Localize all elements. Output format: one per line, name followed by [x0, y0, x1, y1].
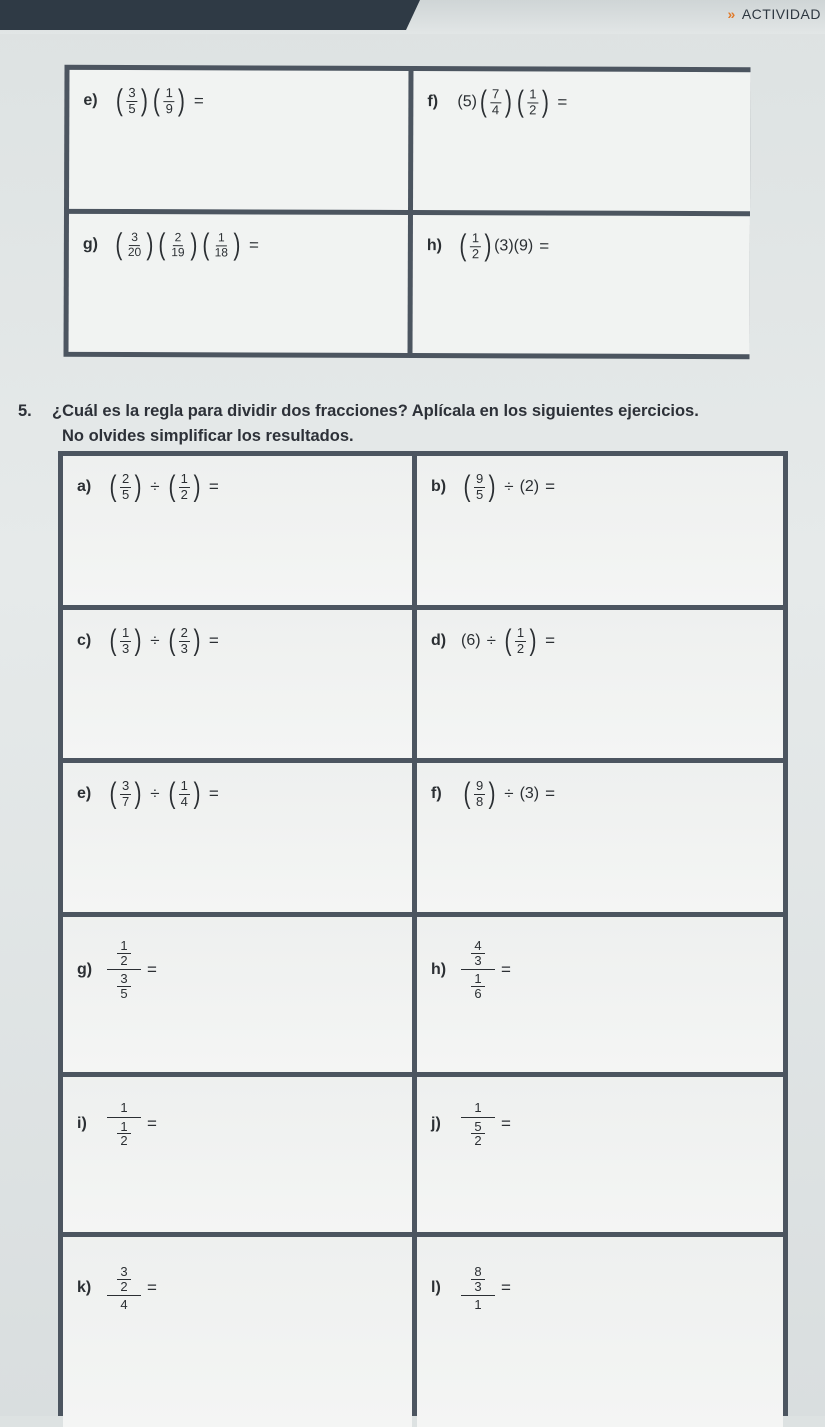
exercise-j: j) 1 5 2 =	[431, 1100, 511, 1149]
exercise-cell-j[interactable]	[417, 1077, 783, 1232]
exercise-label: j)	[431, 1115, 441, 1133]
exercise-g2: g) 1 2 3 5 =	[77, 938, 157, 1001]
exercise-label: c)	[77, 632, 92, 649]
exercise-f2: f) ( $\frac{9}{8}$ ) ÷ (3) =	[431, 777, 556, 810]
exercise-d: d) (6) ÷ ( $\frac{1}{2}$ ) =	[431, 624, 556, 657]
exercise-cell-e[interactable]	[69, 70, 408, 210]
banner-stripe	[0, 0, 420, 30]
exercise-label: e)	[77, 785, 92, 802]
exercise-label: e)	[83, 91, 98, 109]
complex-fraction: 3 2 4	[107, 1265, 141, 1312]
exercise-label: k)	[77, 1279, 92, 1297]
question-5-note: No olvides simplificar los resultados.	[62, 427, 354, 445]
exercise-cell-h[interactable]	[413, 215, 750, 354]
exercise-h: h) ( $\frac{1}{2}$ ) (3) (9) =	[426, 229, 550, 263]
complex-fraction: 1 2 3 5	[107, 939, 141, 1001]
exercise-cell-e2[interactable]	[63, 763, 412, 912]
fraction: $\frac{1}{9}$	[165, 85, 173, 116]
exercise-e: e) ( $\frac{3}{5}$ ) ( $\frac{1}{9}$ ) =	[83, 83, 204, 118]
exercise-cell-f2[interactable]	[417, 763, 783, 912]
exercise-label: f)	[431, 785, 442, 802]
exercise-l: l) 8 3 1 =	[431, 1264, 511, 1313]
exercise-label: f)	[427, 93, 439, 111]
exercise-a: a) ( $\frac{2}{5}$ ) ÷ ( $\frac{1}{2}$ ) =	[77, 470, 219, 503]
top-banner	[0, 0, 825, 34]
exercise-e2: e) ( $\frac{3}{7}$ ) ÷ ( $\frac{1}{4}$ ) =	[77, 777, 219, 810]
exercise-cell-h2[interactable]	[417, 917, 783, 1072]
section-tag	[728, 6, 821, 22]
exercise-label: h)	[426, 237, 443, 255]
complex-fraction: 1 1 2	[107, 1101, 141, 1148]
exercise-cell-f[interactable]	[413, 71, 750, 211]
exercise-cell-g[interactable]	[69, 214, 408, 353]
question-text: ¿Cuál es la regla para dividir dos fracciones? Aplícala en los siguientes ejercicios.	[52, 402, 699, 420]
exercise-cell-g2[interactable]	[63, 917, 412, 1072]
exercise-label: i)	[77, 1115, 87, 1133]
exercise-k: k) 3 2 4 =	[77, 1264, 157, 1313]
complex-fraction: 8 3 1	[461, 1265, 495, 1312]
exercise-cell-i[interactable]	[63, 1077, 412, 1232]
exercise-label: l)	[431, 1279, 441, 1297]
chevron-double-right-icon: »	[727, 6, 736, 22]
exercise-cell-a[interactable]	[63, 456, 412, 605]
exercise-h2: h) 4 3 1 6 =	[431, 938, 511, 1001]
exercise-c: c) ( $\frac{1}{3}$ ) ÷ ( $\frac{2}{3}$ ) =	[77, 624, 219, 657]
complex-fraction: 4 3 1 6	[461, 939, 495, 1001]
exercise-label: a)	[77, 478, 92, 495]
exercise-label: g)	[77, 960, 93, 978]
exercise-i: i) 1 1 2 =	[77, 1100, 157, 1149]
exercise-label: h)	[431, 960, 447, 978]
exercise-cell-l[interactable]	[417, 1237, 783, 1427]
exercise-b: b) ( $\frac{9}{5}$ ) ÷ (2) =	[431, 470, 556, 503]
exercise-label: b)	[431, 478, 447, 495]
exercise-grid-multiplication	[63, 65, 750, 359]
exercise-cell-c[interactable]	[63, 610, 412, 758]
exercise-label: d)	[431, 632, 447, 649]
complex-fraction: 1 5 2	[461, 1101, 495, 1148]
section-title: ACTIVIDAD	[741, 6, 821, 22]
exercise-grid-division	[58, 451, 788, 1416]
exercise-g: g) ( $\frac{3}{20}$ ) ( $\frac{2}{19}$ ) ( $\frac{1}{18}$ ) =	[82, 227, 259, 262]
exercise-cell-d[interactable]	[417, 610, 783, 758]
exercise-label: g)	[82, 235, 99, 253]
question-5: 5. ¿Cuál es la regla para dividir dos fracciones? Aplícala en los siguientes ejercicios.	[18, 402, 699, 420]
exercise-cell-k[interactable]	[63, 1237, 412, 1427]
exercise-f: f) (5) ( $\frac{7}{4}$ ) ( $\frac{1}{2}$ ) =	[427, 85, 568, 119]
exercise-cell-b[interactable]	[417, 456, 783, 605]
fraction: $\frac{3}{5}$	[128, 85, 136, 116]
